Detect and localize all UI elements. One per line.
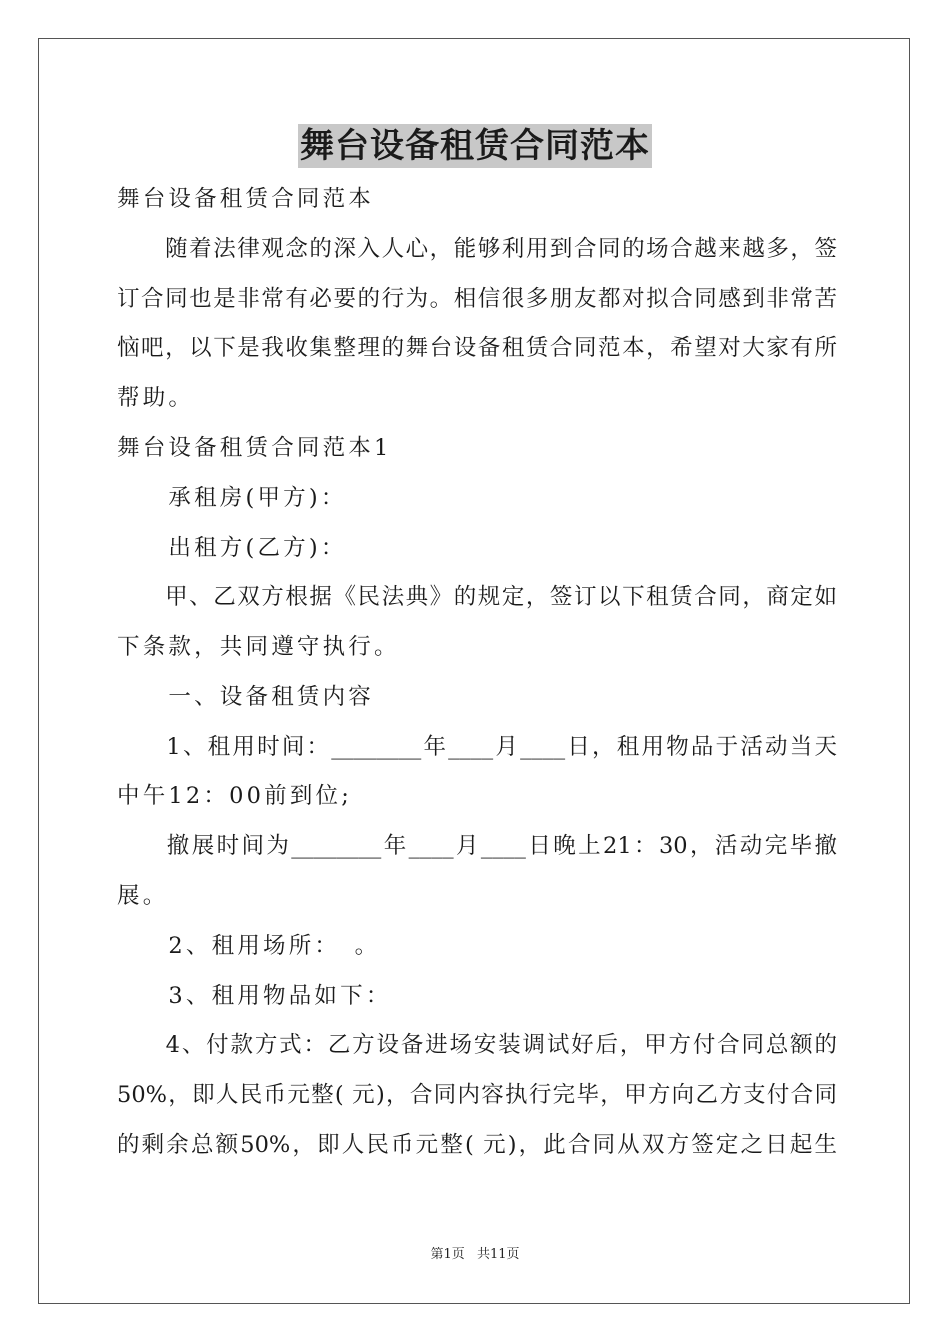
page-border	[38, 38, 910, 1304]
paragraph-line: 的剩余总额50%，即人民币元整( 元)，此合同从双方签定之日起生	[117, 1132, 837, 1158]
paragraph-line: 下条款，共同遵守执行。	[117, 634, 400, 660]
paragraph-line: 50%，即人民币元整( 元)，合同内容执行完毕，甲方向乙方支付合同	[117, 1082, 837, 1108]
paragraph-line: 2、租用场所： 。	[117, 933, 381, 959]
paragraph-line: 甲、乙双方根据《民法典》的规定，签订以下租赁合同，商定如	[117, 584, 837, 610]
paragraph-line: 展。	[117, 883, 169, 909]
paragraph-line: 订合同也是非常有必要的行为。相信很多朋友都对拟合同感到非常苦	[117, 286, 837, 312]
section-heading: 舞台设备租赁合同范本1	[117, 435, 392, 461]
paragraph-line: 中午12：00前到位;	[117, 783, 353, 809]
paragraph-line: 撤展时间为________年____月____日晚上21：30，活动完毕撤	[117, 833, 837, 859]
document-title: 舞台设备租赁合同范本	[300, 126, 650, 166]
page-footer	[0, 1246, 950, 1264]
paragraph-line: 4、付款方式：乙方设备进场安装调试好后，甲方付合同总额的	[117, 1032, 837, 1058]
paragraph-line: 随着法律观念的深入人心，能够利用到合同的场合越来越多，签	[117, 236, 837, 262]
page-total: 共11页	[476, 1247, 520, 1262]
clause-heading: 一、设备租赁内容	[117, 684, 375, 710]
subtitle-line: 舞台设备租赁合同范本	[117, 186, 375, 212]
title-container	[0, 124, 950, 168]
paragraph-line: 承租房(甲方)：	[117, 485, 347, 511]
paragraph-line: 3、租用物品如下：	[117, 983, 392, 1009]
paragraph-line: 帮助。	[117, 385, 195, 411]
paragraph-line: 出租方(乙方)：	[117, 535, 347, 561]
paragraph-line: 1、租用时间：________年____月____日，租用物品于活动当天	[117, 734, 837, 760]
page-number: 第1页	[430, 1247, 465, 1262]
paragraph-line: 恼吧，以下是我收集整理的舞台设备租赁合同范本，希望对大家有所	[117, 335, 837, 361]
